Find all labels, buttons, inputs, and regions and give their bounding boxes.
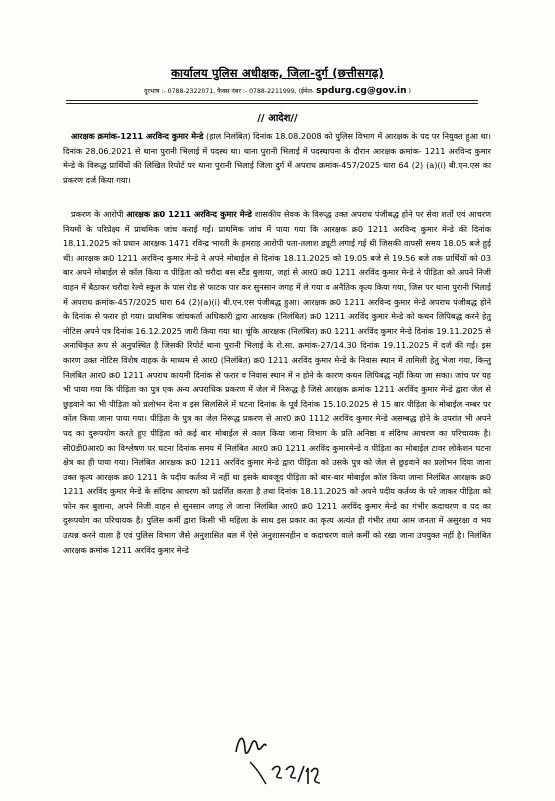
paragraph-1-text: (हाल निलंबित) दिनांक 18.08.2008 को पुलिस विभाग में आरक्षक के पद पर नियुक्त हुआ था। दिनांक 28.06.2021 से थाना पुरानी भिलाई में पदस्थ था। थाना पुरानी भिलाई में पदस्थापना के दौरान आरक्षक क्रमांक- 1211 अरविन्द कुमार मेन्डे के विरूद्ध प्रार्थियों की लिखित रिपोर्ट पर थाना पुरानी भिलाई जिला दुर्ग में अपराध क्रमांक-457/2025 धारा 64 (2) (a)(i) बी.एन.एस का प्रकरण दर्ज किया गया।: [63, 131, 491, 185]
header-divider-secondary: [66, 103, 478, 104]
letterhead: [0, 62, 555, 81]
paragraph-2-lead: आरक्षक क्र0 1211 अरविन्द कुमार मेन्डे: [126, 209, 252, 219]
paragraph-2: [63, 207, 491, 557]
contact-end: ): [406, 88, 411, 95]
signature-initials-stroke: [236, 738, 266, 753]
handwritten-signature: [232, 712, 322, 797]
header-divider: [66, 100, 478, 101]
paragraph-2-text: शासकीय सेवक के विरूद्ध उक्त अपराध पंजीबद्ध होने पर सेवा शर्तो एवं आचरण नियमों के परिप्रेक्ष्य में प्राथमिक जांच कराई गई। प्राथमिक जांच में पाया गया कि आरक्षक क्र0 1211 अरविन्द कुमार मेन्डे की दिनांक 18.11.2025 को प्रधान आरक्षक 1471 रविन्द्र भारती के हमराह आरोपी पता-तलाश ड्यूटी लगाई गई थी जिसकी वापसी समय 18.05 बजे हुई थी। आरक्षक क्र0 1211 अरविन्द कुमार मेन्डे ने अपने मोबाईल से दिनांक 18.11.2025 को 19.05 बजे से 19.56 बजे तक प्रार्थियों को 03 बार अपने मोबाईल से कॉल किया व पीड़िता को चरौदा बस स्टैंड बुलाया, जहां से आर0 क्र0 1211 अरविंद कुमार मेन्डे ने पीड़िता को अपने निजी वाहन में बैठाकर चरौदा रेल्वे स्कूल के पास रोड से फाटक पार कर सुनसान जगह में ले गया व अनैतिक कृत्य किया गया, जिस पर थाना पुरानी भिलाई में अपराध क्रमांक-457/2025 धारा 64 (2)(a)(i) बी.एन.एस पंजीबद्ध हुआ। आरक्षक क्र0 1211 अरविन्द कुमार मेन्डे अपराध पंजीबद्ध होने के दिनांक से फरार हो गया। प्राथमिक जांचकर्ता अधिकारी द्वारा आरक्षक (निलंबित) क्र0 1211 अरविंद कुमार मेन्डे को कथन लिपिबद्ध करने हेतु नोटिस अपने पत्र दिनांक 16.12.2025 जारी किया गया था। चूंकि आरक्षक (निलंबित) क्र0 1211 अरविंद कुमार मेन्डे दिनांक 19.11.2025 से अनाधिकृत रूप से अनुपस्थित है जिसकी रिपोर्ट थाना पुरानी भिलाई के रो.सा. क्रमांक-27/14.30 दिनांक 19.11.2025 में दर्ज की गई। इस कारण उक्त नोटिस विशेष वाहक के माध्यम से आर0 (निलंबित) क्र0 1211 अरविंद कुमार मेन्डे के निवास स्थान में तामिली हेतु भेजा गया, किन्तु निलंबित आर0 क्र0 1211 अपराध कायमी दिनांक से फरार व निवास स्थान में न होने के कारण कथन लिपिबद्ध नहीं किया जा सका। जांच पर यह भी पाया गया कि पीड़िता का पुत्र एक अन्य अपराधिक प्रकरण में जेल में निरूद्ध है जिसे आरक्षक क्रमांक 1211 अरविंद कुमार मेन्डे द्वारा जेल से छुड़वाने का भी पीड़िता को प्रलोभन देना व इस सिलसिले में घटना दिनांक के पूर्व दिनांक 15.10.2025 से 15 बार पीड़िता के मोबाईल नम्बर पर कॉल किया जाना पाया गया। पीड़िता के पुत्र का जेल निरूद्ध प्रकरण से आर0 क्र0 1112 अरविंद कुमार मेन्डे असम्बद्ध होने के उपरांत भी अपने पद का दुरूपयोग करते हुए पीड़िता को कई बार मोबाईल से काल किया जाना विभाग के प्रति अनिष्ठा व संदिग्ध आचरण का परिचायक है। सी0डी0आर0 का विश्लेषण पर घटना दिनांक समय में निलंबित आर0 क्र0 1211 अरविंद कुमारमेन्डे व पीड़िता का मोबाईल टावर लोकेशन घटना क्षेत्र का ही पाया गया। निलंबित आरक्षक क्र0 1211 अरविंद कुमार मेन्डे द्वारा पीड़िता को उसके पुत्र को जेल से छुड़वाने का प्रलोभन दिया जाना उक्त कृत्य आरक्षक क्र0 1211 के पदीय कर्तव्य में नहीं था इसके बावजूद पीड़िता को बार-बार मोबाईल कॉल किया जाना निलंबित आरक्षक क्र0 1211 अरविंद कुमार मेन्डे के संदिग्ध आचरण को प्रदर्शित करता है तथा दिनांक 18.11.2025 को अपने पदीय कर्तव्य के परे जाकर पीड़िता को फोन कर बुलाना, अपने निजी वाहन से सुनसान जगह ले जाना निलंबित आर0 क्र0 1211 अरविंद कुमार मेन्डे का गंभीर कदाचरण व पद का दुरूपयोग का परिचायक है। पुलिस कर्मी द्वारा किसी भी महिला के साथ इस प्रकार का कृत्य अत्यंत ही गंभीर तथा आम जनता में असुरक्षा व भय उत्पन्न करने वाला है एवं पुलिस विभाग जैसे अनुशासित बल में ऐसे अनुशासनहीन व कदाचरण वाले कर्मी को रखा जाना उपयुक्त नहीं है। निलंबित आरक्षक क्रमांक 1211 अरविंद कुमार मेन्डे: [63, 209, 492, 555]
signature-line-stroke: [250, 762, 266, 784]
order-title: // आदेश//: [257, 113, 298, 124]
contact-text: दूरभाष :- 0788-2322071, फैक्स नंबर :- 0788-2211999, (ईमेल-: [144, 88, 317, 95]
email-address: spdurg.cg@gov.in: [316, 86, 407, 96]
paragraph-2-intro: प्रकरण के आरोपी: [71, 209, 127, 219]
paragraph-1: [63, 129, 491, 187]
office-title: कार्यालय पुलिस अधीक्षक, जिला-दुर्ग (छत्तीसगढ़): [171, 66, 384, 80]
paragraph-1-lead: आरक्षक क्रमांक-1211 अरविन्द कुमार मेन्डे: [71, 131, 204, 141]
signature-date-12: [306, 768, 320, 784]
contact-line: [0, 86, 555, 96]
signature-date-22: [272, 766, 296, 778]
signature-date-slash: [298, 766, 304, 782]
